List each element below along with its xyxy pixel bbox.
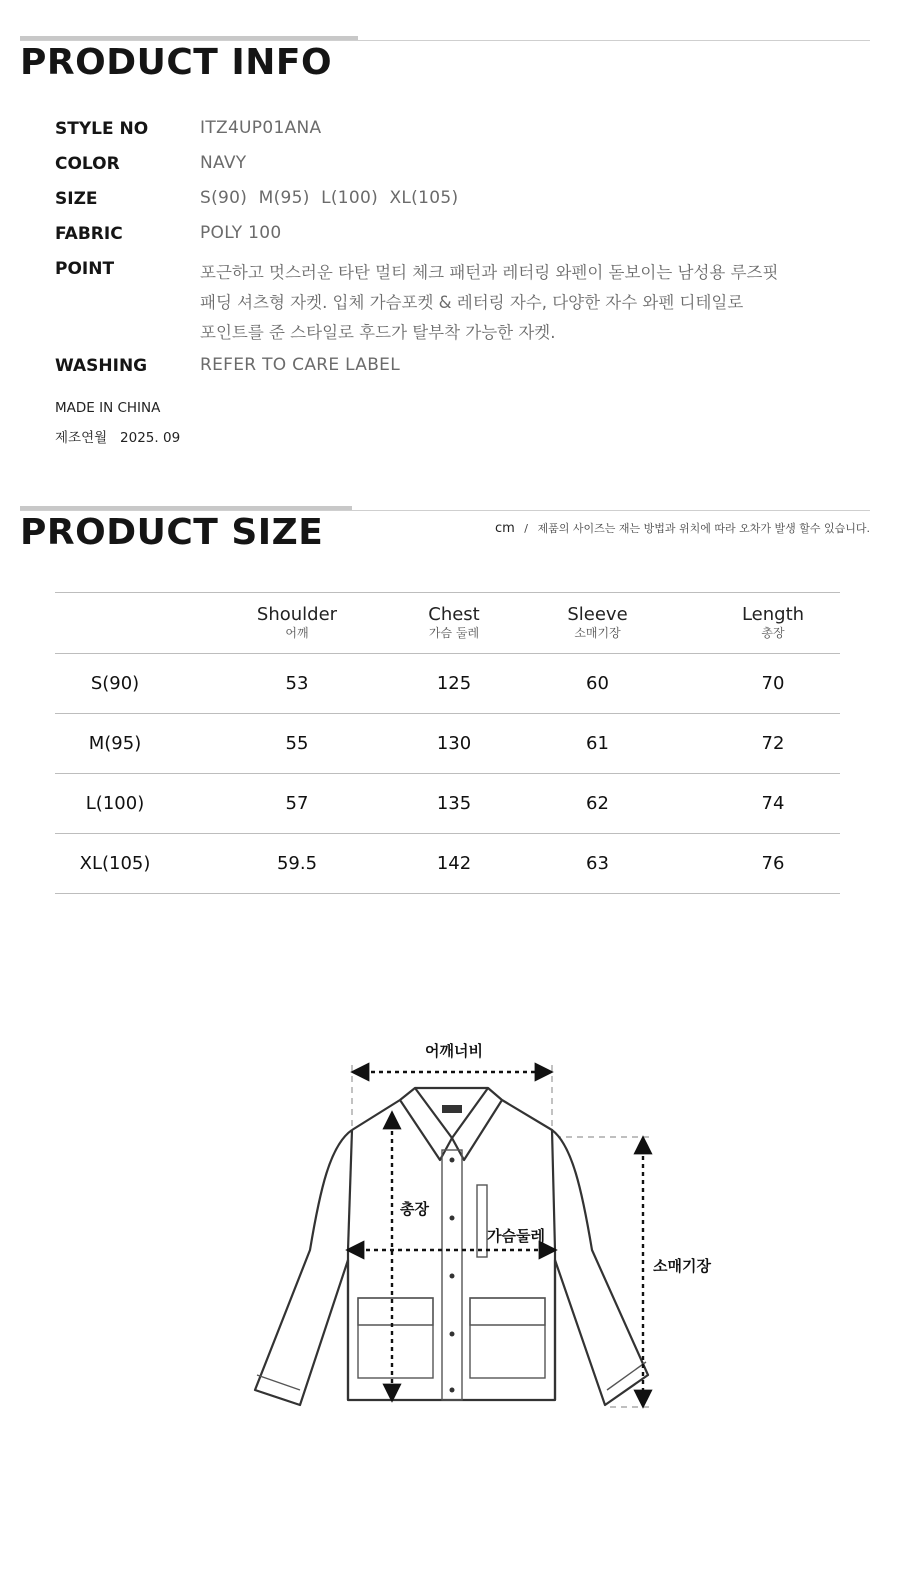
- fabric-value: POLY 100: [200, 223, 282, 243]
- fabric-label: FABRIC: [55, 224, 123, 244]
- sleeve-cell: 60: [489, 654, 706, 714]
- color-value: NAVY: [200, 153, 247, 173]
- table-row: [55, 774, 840, 834]
- washing-value: REFER TO CARE LABEL: [200, 355, 400, 375]
- sleeve-length-label: 소매기장: [653, 1257, 711, 1275]
- length-cell: 72: [706, 714, 840, 774]
- chest-cell: 125: [419, 654, 489, 714]
- table-row: [55, 654, 840, 714]
- made-in-text: MADE IN CHINA: [55, 400, 161, 416]
- length-cell: 74: [706, 774, 840, 834]
- section-divider: [20, 510, 870, 511]
- table-row: [55, 714, 840, 774]
- sleeve-cell: 61: [489, 714, 706, 774]
- point-line-1: 포근하고 멋스러운 타탄 멀티 체크 패턴과 레터링 와펜이 돋보이는 남성용 루즈핏: [200, 263, 779, 282]
- length-label: 총장: [400, 1200, 429, 1218]
- size-label: SIZE: [55, 189, 98, 209]
- shoulder-cell: 59.5: [175, 834, 419, 894]
- note-separator: /: [524, 522, 528, 535]
- unit-label: cm: [494, 521, 515, 536]
- style-no-label: STYLE NO: [55, 119, 149, 139]
- chest-label: 가슴둘레: [487, 1227, 545, 1245]
- size-cell: XL(105): [55, 834, 175, 894]
- note-text: 제품의 사이즈는 재는 방법과 위치에 따라 오차가 발생 할수 있습니다.: [537, 522, 870, 535]
- jacket-illustration: [240, 1020, 720, 1440]
- point-label: POINT: [55, 259, 115, 279]
- shoulder-cell: 57: [175, 774, 419, 834]
- shoulder-cell: 53: [175, 654, 419, 714]
- style-no-value: ITZ4UP01ANA: [200, 118, 322, 138]
- header-empty: [55, 593, 175, 654]
- size-table-header: [55, 593, 840, 654]
- chest-cell: 135: [419, 774, 489, 834]
- product-info-title: PRODUCT INFO: [20, 42, 333, 83]
- section-accent-bar: [20, 506, 352, 510]
- shoulder-width-label: 어깨너비: [425, 1042, 483, 1060]
- header-chest: Chest 가슴 둘레: [419, 593, 489, 654]
- chest-cell: 142: [419, 834, 489, 894]
- measurement-note: [495, 520, 870, 536]
- sleeve-cell: 62: [489, 774, 706, 834]
- size-cell: L(100): [55, 774, 175, 834]
- length-cell: 70: [706, 654, 840, 714]
- header-length: Length 총장: [706, 593, 840, 654]
- size-cell: M(95): [55, 714, 175, 774]
- length-cell: 76: [706, 834, 840, 894]
- size-table: [55, 592, 840, 894]
- table-row: [55, 834, 840, 894]
- chest-cell: 130: [419, 714, 489, 774]
- manufacture-date-text: 제조연월 2025. 09: [55, 430, 181, 446]
- shoulder-cell: 55: [175, 714, 419, 774]
- color-label: COLOR: [55, 154, 120, 174]
- jacket-measurement-diagram: [240, 1020, 720, 1440]
- section-divider: [20, 40, 870, 41]
- size-value: S(90) M(95) L(100) XL(105): [200, 188, 459, 208]
- point-line-3: 포인트를 준 스타일로 후드가 탈부착 가능한 자켓.: [200, 323, 556, 342]
- size-cell: S(90): [55, 654, 175, 714]
- product-size-title: PRODUCT SIZE: [20, 512, 324, 553]
- washing-label: WASHING: [55, 356, 148, 376]
- sleeve-cell: 63: [489, 834, 706, 894]
- point-line-2: 패딩 셔츠형 자켓. 입체 가슴포켓 & 레터링 자수, 다양한 자수 와펜 디테일로: [200, 293, 744, 312]
- header-sleeve: Sleeve 소매기장: [489, 593, 706, 654]
- header-shoulder: Shoulder 어깨: [175, 593, 419, 654]
- section-accent-bar: [20, 36, 358, 40]
